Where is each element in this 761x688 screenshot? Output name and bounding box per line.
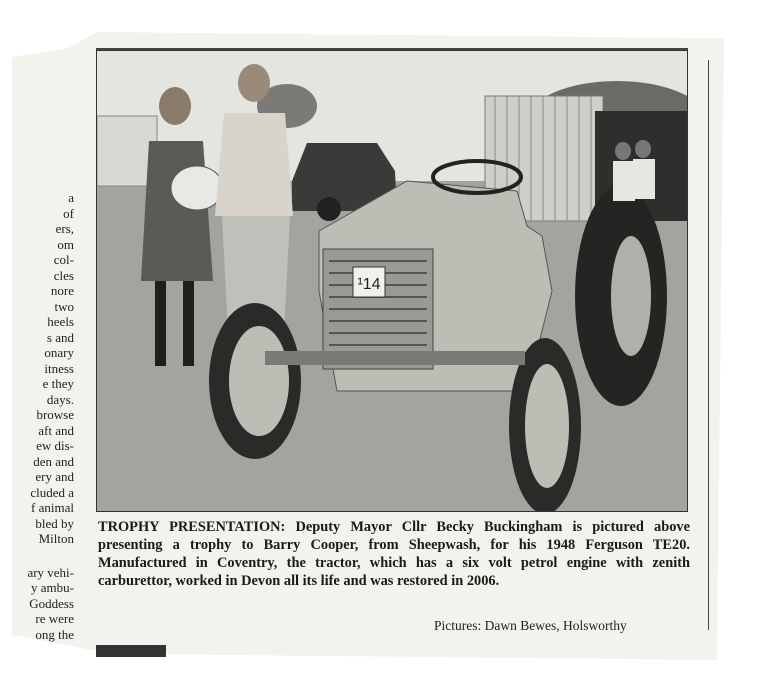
- left-line: a: [68, 190, 74, 205]
- radiator-tag: ¹14: [357, 276, 381, 293]
- left-column-text: [14, 190, 74, 642]
- left-line: bled by: [35, 515, 74, 531]
- tractor-photo: [96, 50, 688, 512]
- left-line: ong the: [35, 626, 74, 642]
- left-line: re were: [35, 611, 74, 626]
- left-line: browse: [36, 407, 74, 422]
- photo-caption: [98, 518, 690, 590]
- left-line: ary vehi-: [27, 564, 74, 580]
- left-line: ery and: [35, 469, 74, 484]
- left-line: onary: [44, 345, 74, 360]
- caption-lead: TROPHY PRESENTATION:: [98, 519, 286, 535]
- left-line: cluded a: [30, 484, 74, 500]
- left-line: cles: [53, 267, 74, 283]
- left-line: f animal: [31, 500, 74, 515]
- left-line: two: [54, 298, 74, 314]
- left-line: Milton: [38, 531, 74, 546]
- left-line: nore: [50, 283, 74, 298]
- left-line: y ambu-: [31, 580, 74, 595]
- bottom-strip: [96, 645, 166, 657]
- left-line: of: [63, 205, 74, 221]
- photo-credit: Pictures: Dawn Bewes, Holsworthy: [434, 618, 627, 633]
- photo-illustration: [97, 51, 688, 512]
- left-line: aft and: [38, 422, 74, 438]
- column-rule: [708, 60, 715, 630]
- left-line: den and: [33, 453, 74, 469]
- left-line: Goddess: [29, 595, 74, 611]
- caption-body: Deputy Mayor Cllr Becky Buckingham is pictured above presenting a trophy to Barry Cooper, from Sheepwash, for his 1948 Ferguson TE20. Manufactured in Coventry, the tractor, which has a six volt petrol engine with zenith carburettor, worked in Devon all its life and was restored in 2006.: [98, 519, 690, 589]
- left-line: days.: [46, 391, 74, 407]
- left-line: s and: [46, 329, 74, 345]
- left-line: heels: [47, 314, 74, 329]
- left-line: om: [57, 236, 74, 252]
- left-line: col-: [53, 252, 74, 267]
- left-line: ers,: [55, 221, 74, 236]
- left-line: itness: [44, 360, 74, 376]
- left-line: ew dis-: [36, 438, 74, 453]
- left-line: e they: [42, 376, 74, 391]
